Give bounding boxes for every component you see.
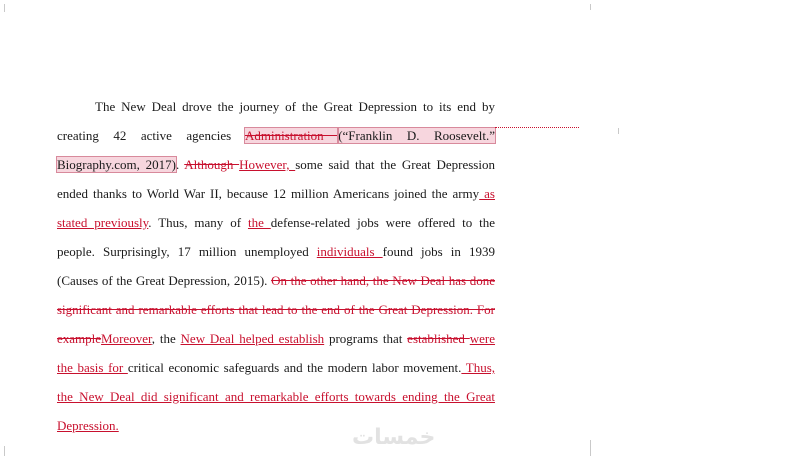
- tracked-insertion[interactable]: were the basis for: [57, 331, 496, 375]
- tracked-deletion[interactable]: established: [407, 331, 470, 346]
- tracked-deletion[interactable]: Administration: [244, 128, 339, 143]
- text-run: some said that the Great Depression ended thanks to World War II, because 12 million Americans joined the army: [57, 157, 495, 201]
- page-corner-mark-bottom-right: [590, 440, 591, 456]
- tracked-insertion[interactable]: as stated previously: [57, 186, 495, 230]
- comment-connector-line: [495, 127, 579, 128]
- tracked-deletion[interactable]: Although: [184, 157, 240, 172]
- text-run: defense-related jobs were offered to the people. Surprisingly, 17 million unemployed: [57, 215, 495, 259]
- text-run: , the: [151, 331, 181, 346]
- tracked-insertion[interactable]: Thus, the New Deal did significant and remarkable efforts towards ending the Great Depression.: [57, 360, 495, 433]
- page-corner-mark-top-left: [4, 4, 5, 12]
- tracked-insertion[interactable]: individuals: [316, 244, 383, 259]
- page-corner-mark-bottom-left: [4, 446, 5, 456]
- tracked-insertion[interactable]: Moreover: [101, 331, 152, 346]
- text-run: programs that: [324, 331, 408, 346]
- text-run: The New Deal drove the journey of the Great Depression to its end by creating 42 active agencies: [57, 99, 495, 143]
- document-body[interactable]: [57, 92, 495, 440]
- page-margin-mark-right: [618, 128, 619, 134]
- paragraph[interactable]: [57, 92, 495, 440]
- text-run: . Thus, many of: [148, 215, 248, 230]
- watermark-logo: خمسات: [352, 425, 436, 450]
- tracked-deletion[interactable]: On the other hand, the New Deal has done significant and remarkable efforts that lead to the end of the Great Depression. For example: [57, 273, 495, 346]
- text-run: found jobs in 1939 (Causes of the Great Depression, 2015).: [57, 244, 495, 288]
- tracked-insertion[interactable]: However,: [239, 157, 296, 172]
- tracked-insertion[interactable]: the: [247, 215, 271, 230]
- page-corner-mark-top-right: [590, 4, 591, 10]
- text-run: .: [175, 157, 185, 172]
- text-run: critical economic safeguards and the modern labor movement.: [127, 360, 462, 375]
- commented-citation[interactable]: (“Franklin D. Roosevelt.” Biography.com, 2017): [57, 128, 496, 172]
- tracked-insertion[interactable]: New Deal helped establish: [180, 331, 325, 346]
